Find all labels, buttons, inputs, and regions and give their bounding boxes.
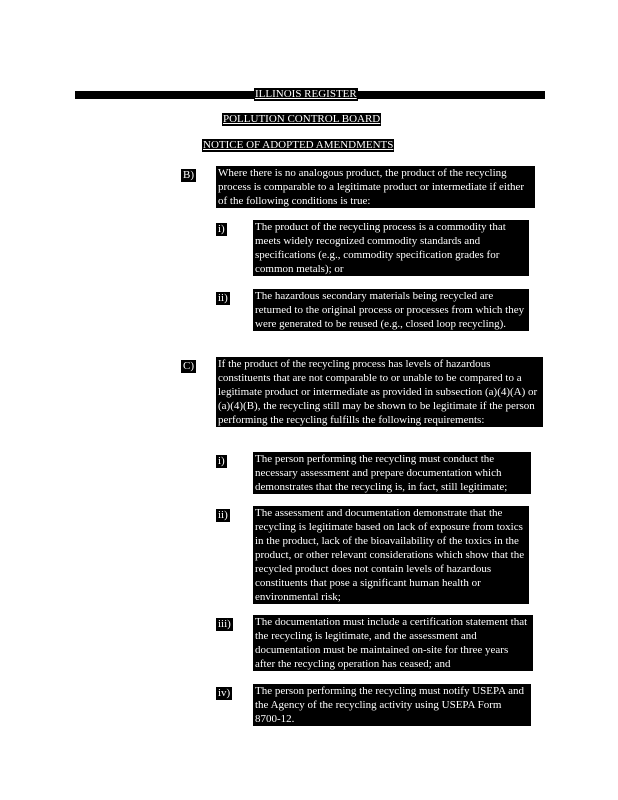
item-label: ii) bbox=[218, 509, 228, 521]
paragraph: The person performing the recycling must notify USEPA and the Agency of the recycling activity using USEPA Form 8700-12. bbox=[253, 684, 531, 726]
item-label: i) bbox=[218, 223, 225, 235]
board-title: POLLUTION CONTROL BOARD bbox=[223, 113, 381, 125]
paragraph: The documentation must include a certification statement that the recycling is legitimate, and the assessment and documentation must be maintained on-site for three years after the recycling operation has ceased; and bbox=[253, 615, 533, 671]
item-label: i) bbox=[218, 455, 225, 467]
item-label: C) bbox=[183, 360, 194, 372]
paragraph: The person performing the recycling must conduct the necessary assessment and prepare documentation which demonstrates that the recycling is, in fact, still legitimate; bbox=[253, 452, 531, 494]
paragraph: The product of the recycling process is a commodity that meets widely recognized commodity standards and specifications (e.g., commodity specification grades for common metals); or bbox=[253, 220, 529, 276]
item-label: iv) bbox=[218, 687, 231, 699]
paragraph: The assessment and documentation demonstrate that the recycling is legitimate based on lack of exposure from toxics in the product, lack of the bioavailability of the toxics in the product, or other relevant considerations which show that the recycled product does not contain levels of hazardous constituents that pose a significant human health or environmental risk; bbox=[253, 506, 529, 604]
item-label: B) bbox=[183, 169, 194, 181]
paragraph: The hazardous secondary materials being recycled are returned to the original process or processes from which they were generated to be reused (e.g., closed loop recycling). bbox=[253, 289, 529, 331]
notice-title: NOTICE OF ADOPTED AMENDMENTS bbox=[203, 139, 394, 151]
register-title: ILLINOIS REGISTER bbox=[255, 88, 357, 100]
item-label: ii) bbox=[218, 292, 228, 304]
paragraph: Where there is no analogous product, the product of the recycling process is comparable to a legitimate product or intermediate if either of the following conditions is true: bbox=[216, 166, 535, 208]
item-label: iii) bbox=[218, 618, 231, 630]
paragraph: If the product of the recycling process has levels of hazardous constituents that are not comparable to or unable to be compared to a legitimate product or intermediate as provided in subsection (a)(4)(A) or (a)(4)(B), the recycling still may be shown to be legitimate if the person performing the recycling fulfills the following requirements: bbox=[216, 357, 543, 427]
